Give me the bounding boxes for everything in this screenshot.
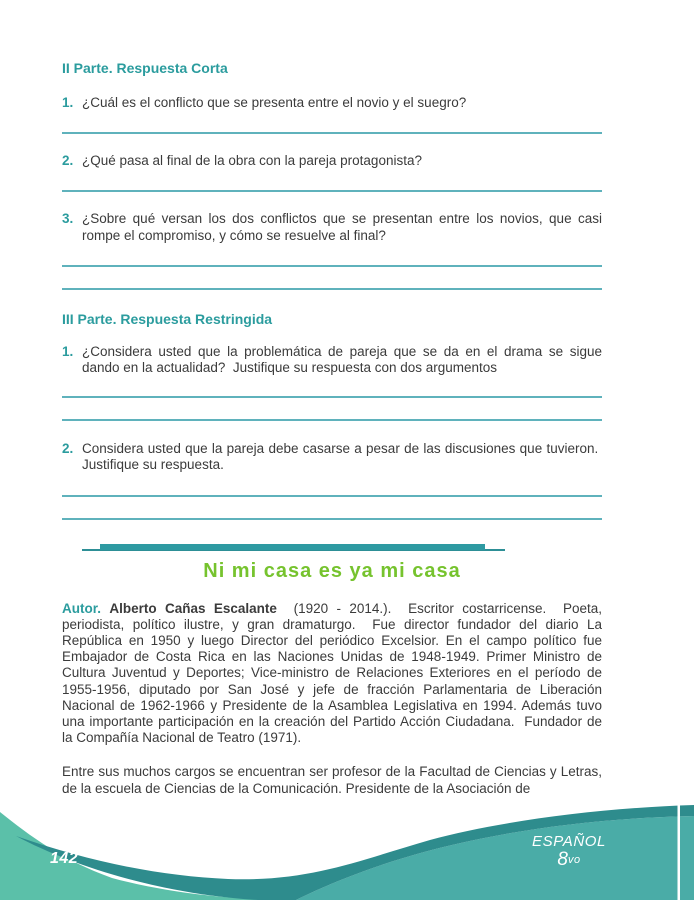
answer-line — [62, 518, 602, 520]
question-number: 2. — [62, 441, 74, 457]
section-divider — [62, 544, 602, 552]
part2-question-3 — [62, 211, 602, 243]
part3-heading: III Parte. Respuesta Restringida — [62, 310, 273, 327]
reading-title: Ni mi casa es ya mi casa — [203, 559, 461, 582]
divider-thick-line — [100, 544, 485, 550]
question-text: ¿Considera usted que la problemática de pareja que se da en el drama se sigue dando en la actualidad? Justifique su respuesta con dos argumentos — [82, 343, 602, 376]
part2-heading: II Parte. Respuesta Corta — [62, 60, 228, 76]
book-brand-logo — [528, 834, 610, 869]
question-number: 1. — [62, 95, 74, 110]
part3-question-1 — [62, 344, 602, 376]
question-number: 2. — [62, 153, 74, 169]
part3-question-2 — [62, 441, 602, 473]
question-text: ¿Qué pasa al final de la obra con la pareja protagonista? — [82, 153, 422, 169]
part2-question-2 — [62, 153, 602, 169]
answer-line — [62, 132, 602, 134]
question-number: 1. — [62, 343, 74, 359]
brand-grade — [528, 850, 610, 869]
question-text: Considera usted que la pareja debe casarse a pesar de las discusiones que tuvieron. Justifique su respuesta. — [82, 441, 602, 473]
page-number: 142 — [50, 850, 79, 867]
question-text: ¿Sobre qué versan los dos conflictos que se presentan entre los novios, que casi rompe el compromiso, y cómo se resuelve al final? — [82, 211, 602, 243]
author-label: Autor. — [62, 600, 101, 616]
page-content — [62, 60, 602, 797]
footer-vertical-rule — [678, 805, 681, 900]
answer-line — [62, 419, 602, 421]
author-bio-text: (1920 - 2014.). Escritor costarricense. Poeta, periodista, político ilustre, y gran dramaturgo. Fue director fundador del diario La República en 1950 y luego Director del periódico Excelsior. En el campo político fue Embajador de Costa Rica en las Naciones Unidas de 1948-1949. Primer Ministro de Cultura Juventud y Deportes; Vice-ministro de Relaciones Exteriores en el período de 1955-1956, diputado por San José y jefe de fracción Parlamentaria de Liberación Nacional de 1962-1966 y Presidente de la Asamblea Legislativa en 1994. Además tuvo una importante participación en la creación del Partido Acción Ciudadana. Fundador de la Compañía Nacional de Teatro (1971). — [62, 600, 602, 746]
biography-paragraph-2: Entre sus muchos cargos se encuentran ser profesor de la Facultad de Ciencias y Letras, de la escuela de Ciencias de la Comunicación. Presidente de la Asociación de — [62, 764, 602, 796]
part2-question-1 — [62, 95, 602, 111]
answer-line — [62, 396, 602, 398]
answer-line — [62, 190, 602, 192]
answer-line — [62, 265, 602, 267]
brand-title: ESPAÑOL — [532, 833, 606, 850]
question-text: ¿Cuál es el conflicto que se presenta entre el novio y el suegro? — [82, 95, 467, 110]
answer-line — [62, 288, 602, 290]
question-number: 3. — [62, 211, 74, 227]
answer-line — [62, 495, 602, 497]
page-footer — [0, 800, 694, 900]
author-biography — [62, 601, 602, 747]
brand-grade-suffix: vo — [567, 854, 581, 866]
brand-grade-number: 8 — [557, 849, 568, 870]
author-name: Alberto Cañas Escalante — [109, 600, 277, 616]
